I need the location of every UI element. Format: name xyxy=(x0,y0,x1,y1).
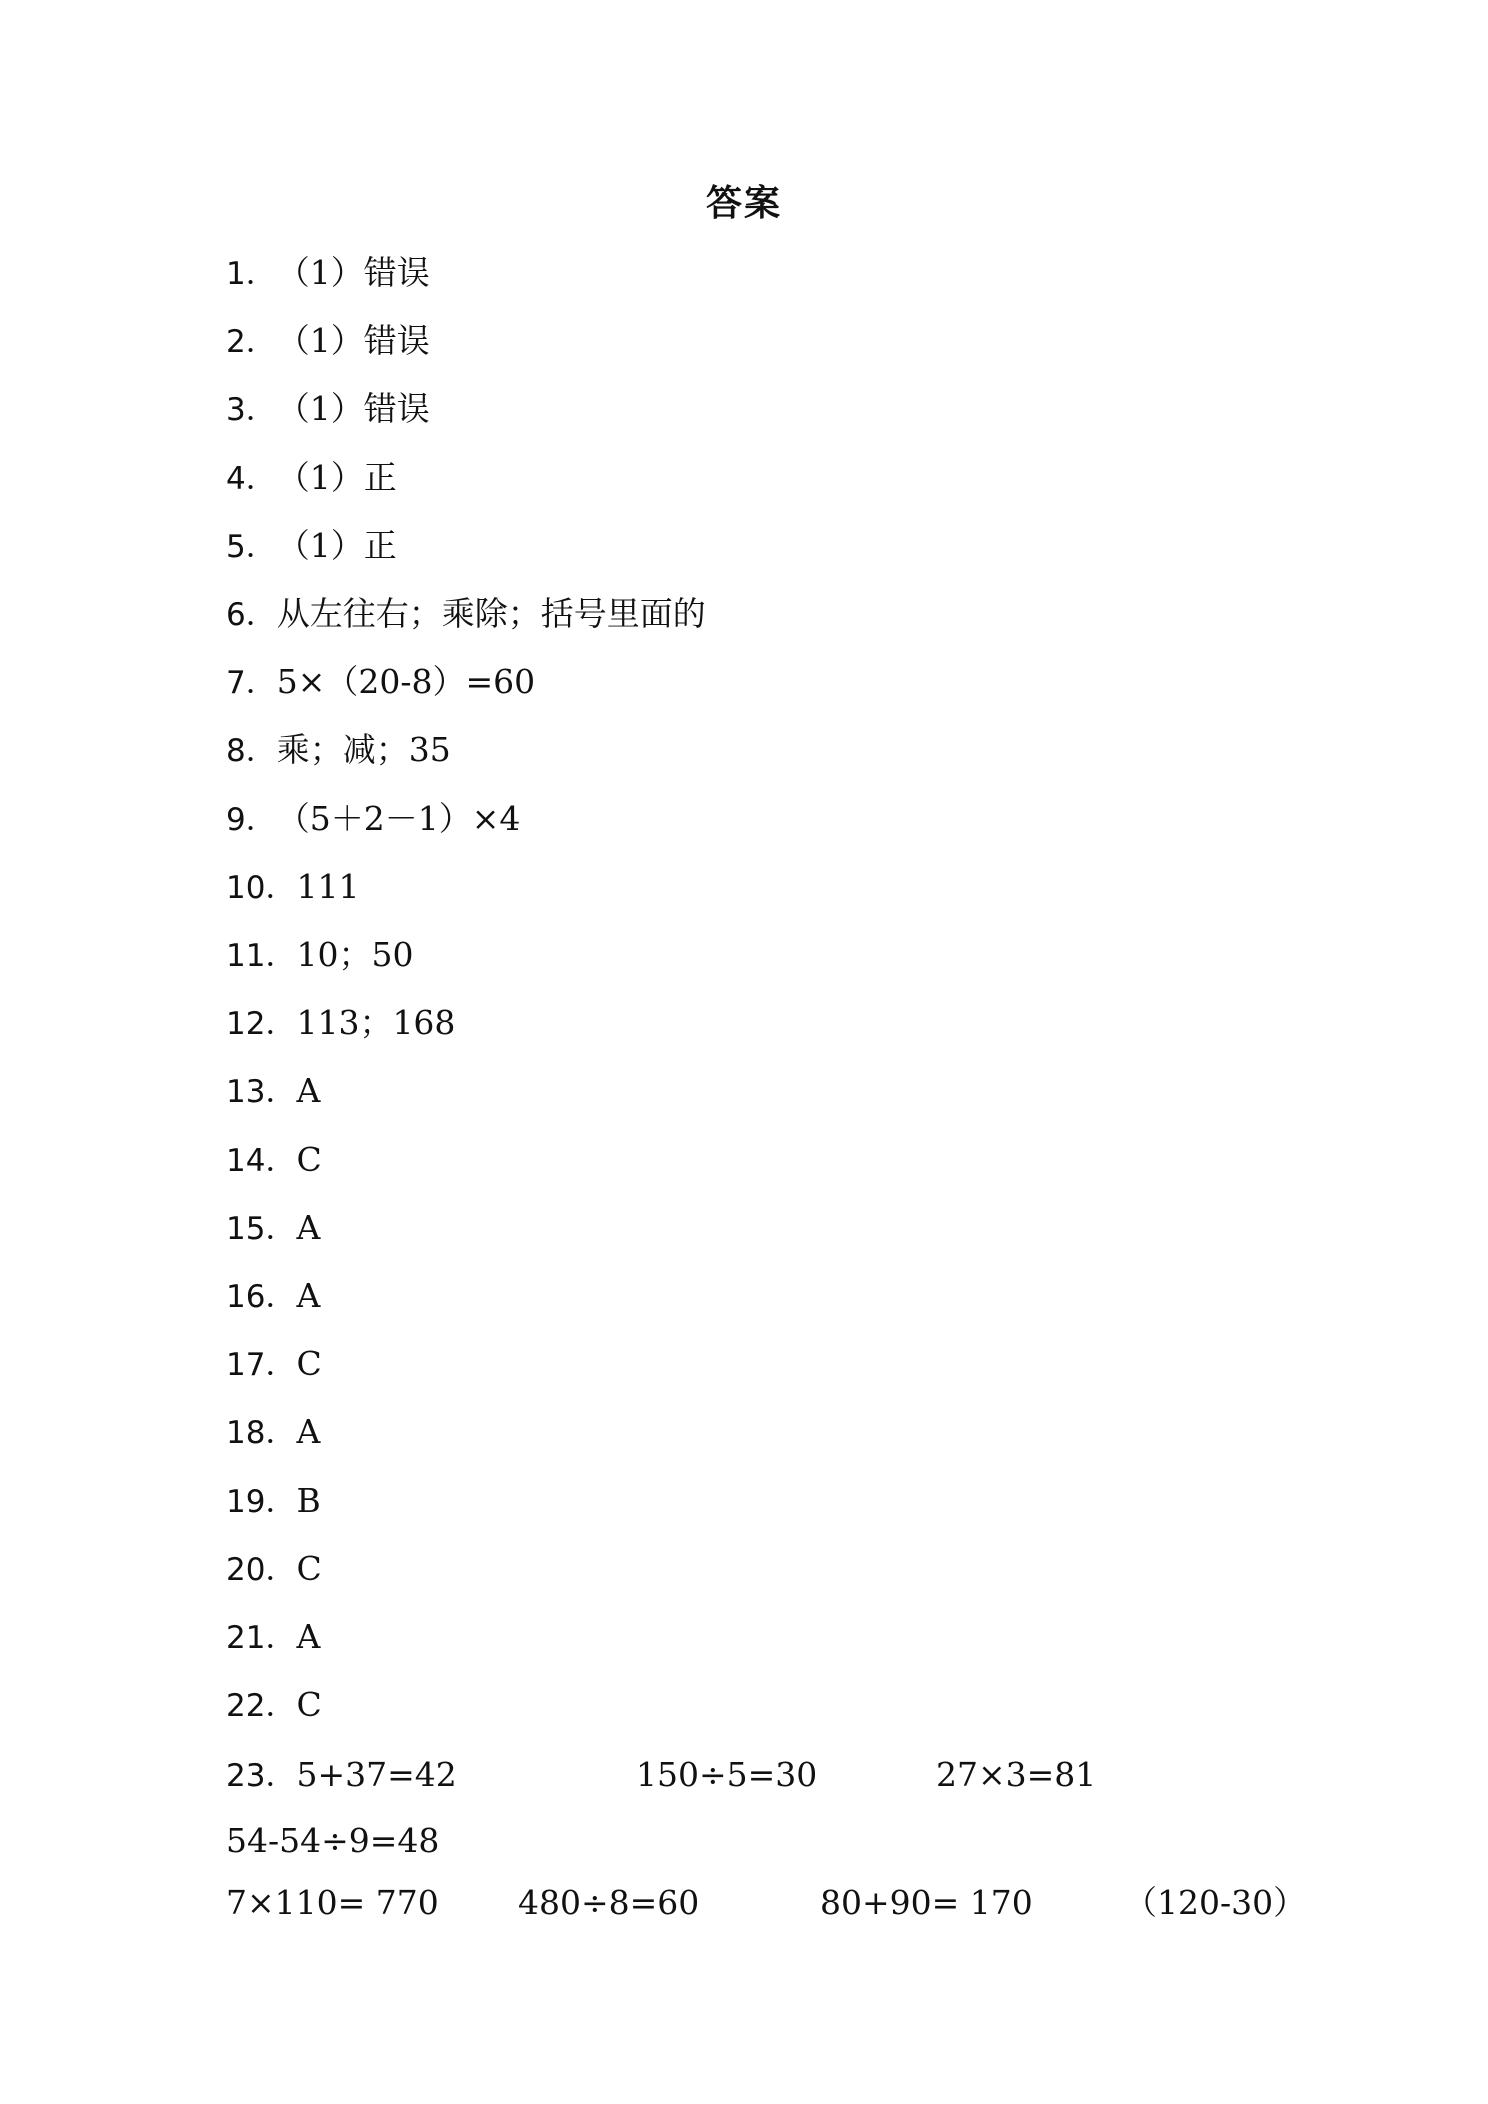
answer-number: 18． xyxy=(226,1415,297,1451)
calc-item: 80+90= 170 xyxy=(820,1883,1033,1922)
answer-text: A xyxy=(296,1412,321,1451)
answer-number: 6． xyxy=(226,597,277,633)
calc-item: 480÷8=60 xyxy=(518,1883,700,1922)
answer-item-5 xyxy=(226,523,397,570)
answer-item-1 xyxy=(226,250,430,297)
answer-item-18 xyxy=(226,1409,320,1456)
answer-number: 14． xyxy=(226,1143,297,1179)
answer-number: 11． xyxy=(226,938,297,974)
answer-text: （1）正 xyxy=(276,458,397,497)
answer-item-2 xyxy=(226,318,430,365)
calc-item: 27×3=81 xyxy=(936,1755,1097,1794)
answer-item-15 xyxy=(226,1205,320,1252)
answer-item-12 xyxy=(226,1000,455,1047)
answer-number: 13． xyxy=(226,1074,297,1110)
page-title: 答案 xyxy=(705,183,782,224)
answer-text: （1）正 xyxy=(276,526,397,565)
answer-number: 1． xyxy=(226,256,277,292)
answer-number: 20． xyxy=(226,1552,297,1588)
answer-item-20 xyxy=(226,1546,322,1593)
answer-number: 22． xyxy=(226,1688,297,1724)
answer-item-8 xyxy=(226,727,451,774)
answer-text: A xyxy=(296,1276,321,1315)
answer-text: C xyxy=(296,1685,322,1724)
answer-text: A xyxy=(296,1208,321,1247)
answer-text: （1）错误 xyxy=(276,253,430,292)
answer-text: C xyxy=(296,1549,322,1588)
answer-number: 16． xyxy=(226,1279,297,1315)
answer-item-4 xyxy=(226,455,397,502)
answer-text: 10；50 xyxy=(296,935,414,974)
answer-text: 113；168 xyxy=(296,1003,456,1042)
answer-text: （1）错误 xyxy=(276,389,430,428)
answer-number: 3． xyxy=(226,392,277,428)
answer-item-22 xyxy=(226,1682,322,1729)
answer-text: 从左往右；乘除；括号里面的 xyxy=(276,594,706,633)
answer-item-10 xyxy=(226,864,359,911)
answer-text: C xyxy=(296,1344,322,1383)
answer-number: 5． xyxy=(226,529,277,565)
answer-item-9 xyxy=(226,796,520,843)
answer-item-14 xyxy=(226,1137,322,1184)
calc-item: （120-30） xyxy=(1124,1883,1307,1922)
calc-item: 7×110= 770 xyxy=(226,1883,439,1922)
answer-number: 12． xyxy=(226,1006,297,1042)
answer-text: C xyxy=(296,1140,322,1179)
calc-line: 54-54÷9=48 xyxy=(226,1821,440,1860)
answer-text: （1）错误 xyxy=(276,321,430,360)
answer-item-13 xyxy=(226,1068,320,1115)
answer-item-11 xyxy=(226,932,413,979)
answer-number: 23． xyxy=(226,1758,297,1794)
answer-number: 15． xyxy=(226,1211,297,1247)
answer-number: 7． xyxy=(226,665,277,701)
answer-number: 17． xyxy=(226,1347,297,1383)
answer-number: 10． xyxy=(226,870,297,906)
answer-item-6 xyxy=(226,591,706,638)
answer-text: 5×（20-8）=60 xyxy=(276,662,536,701)
answer-number: 8． xyxy=(226,733,277,769)
answer-item-16 xyxy=(226,1273,320,1320)
answer-number: 9． xyxy=(226,802,277,838)
answer-item-17 xyxy=(226,1341,322,1388)
answer-number: 2． xyxy=(226,324,277,360)
answer-item-7 xyxy=(226,659,535,706)
answer-text: 111 xyxy=(296,867,360,906)
answer-item-19 xyxy=(226,1478,321,1525)
answer-number: 4． xyxy=(226,461,277,497)
answer-text: 乘；减；35 xyxy=(276,730,451,769)
answer-text: （5＋2－1）×4 xyxy=(276,799,521,838)
answer-text: A xyxy=(296,1617,321,1656)
answer-item-3 xyxy=(226,386,430,433)
answer-text: A xyxy=(296,1071,321,1110)
answer-number: 19． xyxy=(226,1484,297,1520)
answer-item-21 xyxy=(226,1614,320,1661)
answer-text: B xyxy=(296,1481,321,1520)
answer-item-23 xyxy=(226,1752,457,1799)
calc-item: 150÷5=30 xyxy=(636,1755,818,1794)
answer-text: 5+37=42 xyxy=(296,1755,457,1794)
answer-number: 21． xyxy=(226,1620,297,1656)
